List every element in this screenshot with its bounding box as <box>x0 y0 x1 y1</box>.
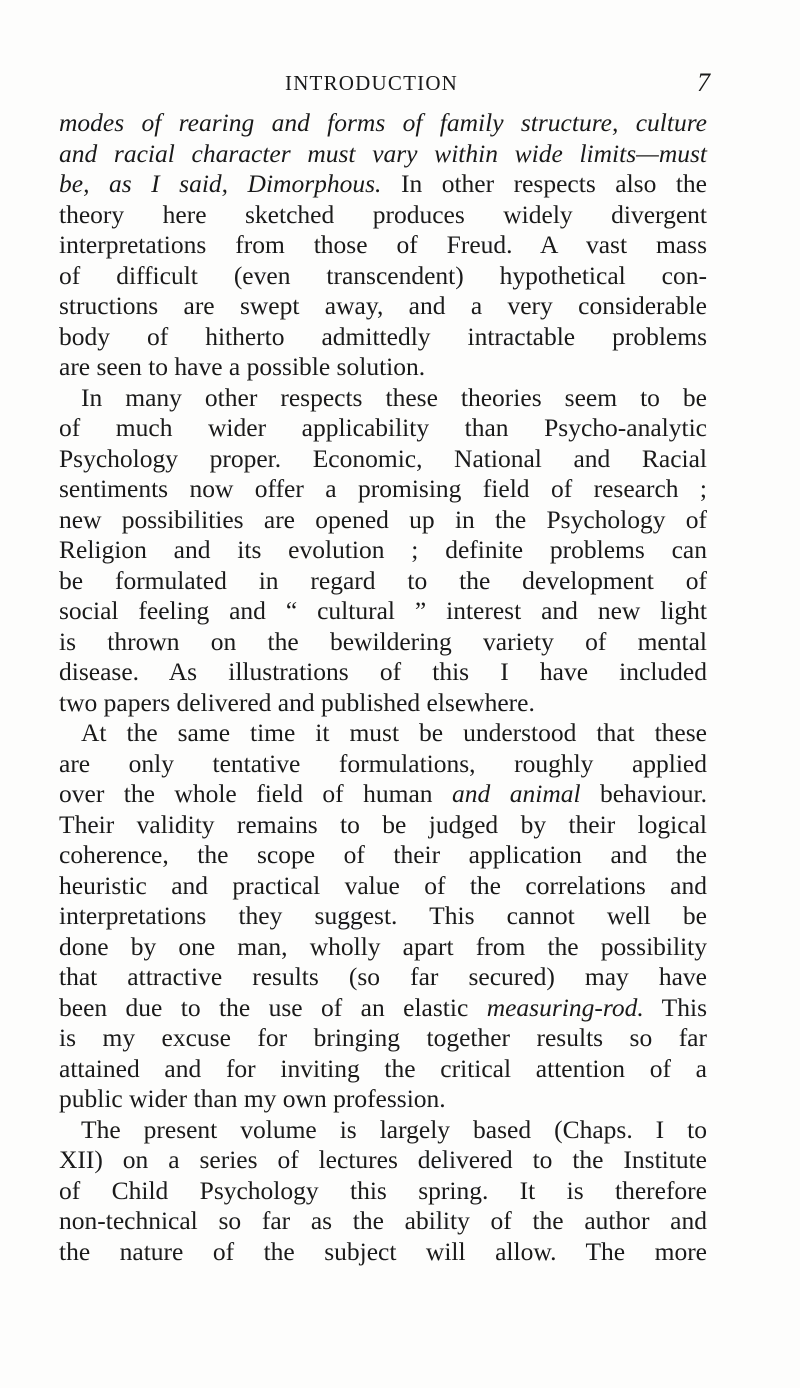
text-segment: Religion and its evolution ; definite problems can <box>59 535 707 564</box>
text-line <box>59 1084 707 1115</box>
text-segment: Psychology proper. Economic, National and Racial <box>59 443 707 473</box>
text-line <box>59 322 707 353</box>
text-line <box>59 383 707 414</box>
text-segment: that attractive results (so far secured) may have <box>59 962 707 991</box>
text-segment: attained and for inviting the critical attention of a <box>59 1053 707 1083</box>
italic-text-segment: modes of rearing and forms of family structure, culture <box>59 108 707 137</box>
text-segment: social feeling and “ cultural ” interest and new light <box>59 596 707 625</box>
body-text <box>59 108 707 1267</box>
text-line <box>59 108 707 139</box>
text-line <box>59 657 707 688</box>
text-line <box>59 413 707 444</box>
text-segment: new possibilities are opened up in the Psychology of <box>59 504 707 534</box>
text-line <box>59 1054 707 1085</box>
italic-text-segment: and animal <box>452 779 581 808</box>
text-segment: At the same time it must be understood that these <box>81 718 707 747</box>
text-segment: In many other respects these theories seem to be <box>81 382 707 412</box>
text-segment: disease. As illustrations of this I have included <box>59 657 707 686</box>
text-segment: interpretations they suggest. This cannot well be <box>59 901 707 930</box>
running-head: INTRODUCTION <box>285 71 459 95</box>
text-line <box>59 230 707 261</box>
italic-text-segment: be, as I said, Dimorphous. <box>59 169 382 198</box>
text-line <box>59 749 707 780</box>
text-segment: of Child Psychology this spring. It is therefore <box>59 1175 707 1205</box>
text-segment: XII) on a series of lectures delivered to the Institute <box>59 1145 707 1174</box>
text-line <box>59 871 707 902</box>
text-segment: of much wider applicability than Psycho-analytic <box>59 413 707 442</box>
text-segment: public wider than my own profession. <box>59 1084 446 1113</box>
text-line <box>59 1023 707 1054</box>
text-segment: The present volume is largely based (Chaps. I to <box>81 1114 707 1144</box>
text-segment: In other respects also the <box>381 169 707 198</box>
text-line <box>59 200 707 231</box>
text-segment: the nature of the subject will allow. The more <box>59 1236 707 1266</box>
text-segment: interpretations from those of Freud. A vast mass <box>59 230 707 259</box>
text-line <box>59 444 707 475</box>
text-line <box>59 169 707 200</box>
text-segment: Their validity remains to be judged by their logical <box>59 809 707 839</box>
text-segment: behaviour. <box>580 779 707 808</box>
text-segment: body of hitherto admittedly intractable problems <box>59 321 707 351</box>
text-line <box>59 139 707 170</box>
text-line <box>59 1115 707 1146</box>
text-line <box>59 810 707 841</box>
text-segment: non-technical so far as the ability of the author and <box>59 1206 707 1235</box>
text-line <box>59 1237 707 1268</box>
text-segment: theory here sketched produces widely divergent <box>59 199 707 229</box>
italic-text-segment: measuring-rod. <box>486 992 644 1022</box>
text-segment: is thrown on the bewildering variety of mental <box>59 626 707 656</box>
page-number: 7 <box>697 68 710 97</box>
text-line <box>59 1145 707 1176</box>
text-segment: This <box>643 992 707 1022</box>
text-segment: two papers delivered and published elsewhere. <box>59 687 535 717</box>
text-line <box>59 688 707 719</box>
text-segment: coherence, the scope of their application and the <box>59 840 707 869</box>
text-line <box>59 932 707 963</box>
text-segment: structions are swept away, and a very considerable <box>59 291 707 320</box>
text-segment: are only tentative formulations, roughly applied <box>59 748 707 778</box>
text-line <box>59 291 707 322</box>
text-line <box>59 901 707 932</box>
text-segment: of difficult (even transcendent) hypothetical con- <box>59 260 707 290</box>
text-segment: be formulated in regard to the development of <box>59 565 707 595</box>
text-line <box>59 962 707 993</box>
text-line <box>59 993 707 1024</box>
text-line <box>59 1206 707 1237</box>
text-segment: done by one man, wholly apart from the possibility <box>59 931 707 961</box>
text-line <box>59 474 707 505</box>
text-line <box>59 261 707 292</box>
text-line <box>59 627 707 658</box>
text-line <box>59 718 707 749</box>
text-line <box>59 596 707 627</box>
text-segment: been due to the use of an elastic <box>59 992 487 1022</box>
text-line <box>59 535 707 566</box>
italic-text-segment: and racial character must vary within wide limits—must <box>59 138 707 168</box>
text-segment: sentiments now offer a promising field of research ; <box>59 474 707 503</box>
text-segment: over the whole field of human <box>59 779 453 808</box>
text-line <box>59 840 707 871</box>
text-segment: heuristic and practical value of the correlations and <box>59 870 707 900</box>
text-segment: is my excuse for bringing together results so far <box>59 1023 707 1052</box>
text-segment: are seen to have a possible solution. <box>59 352 426 381</box>
text-line <box>59 352 707 383</box>
text-line <box>59 566 707 597</box>
page-header <box>0 68 800 98</box>
text-line <box>59 505 707 536</box>
text-line <box>59 1176 707 1207</box>
text-line <box>59 779 707 810</box>
